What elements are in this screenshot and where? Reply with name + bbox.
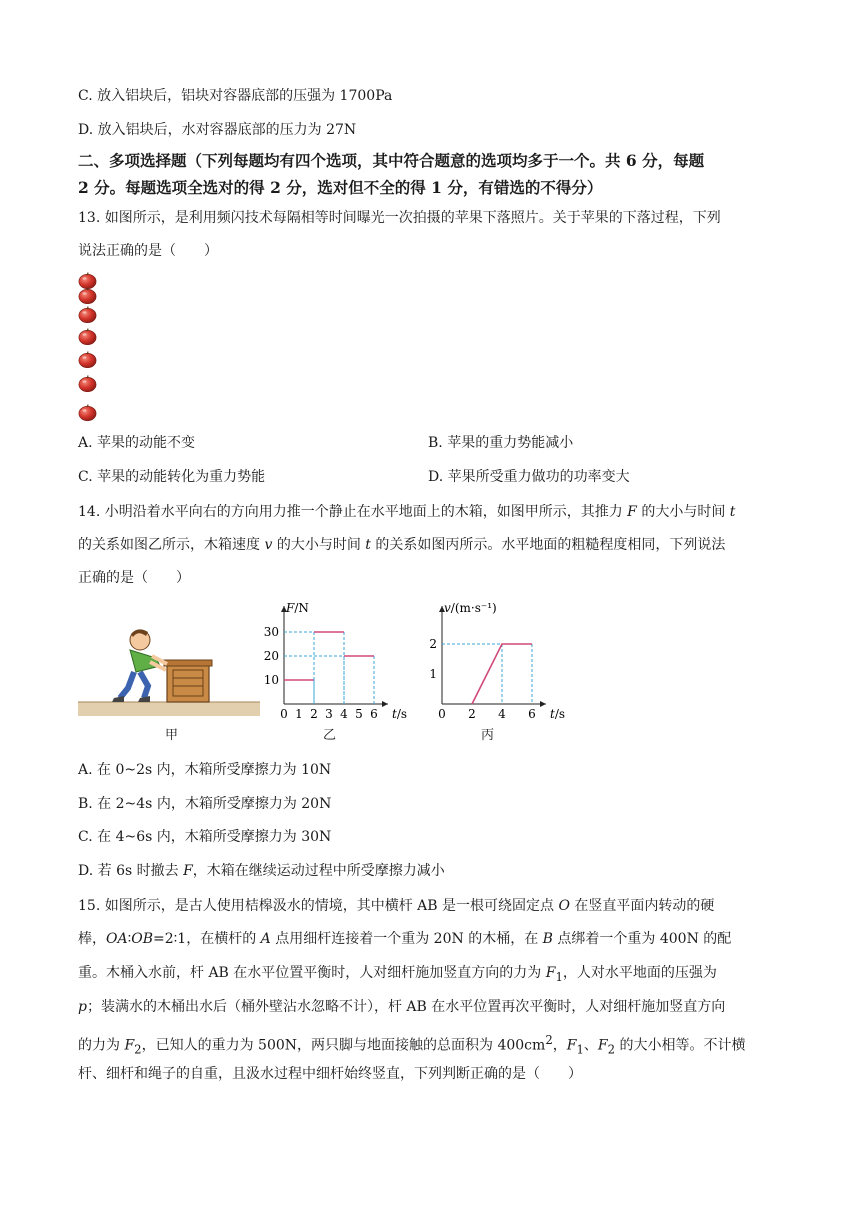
q13-option-c: C. 苹果的动能转化为重力势能 [78,469,266,485]
apple-icon [78,351,97,368]
q15-stem-3: 重。木桶入水前，杆 AB 在水平位置平衡时，人对细杆施加竖直方向的力为 $F_1$，人对水平地面的压强为 [78,965,717,984]
prev-option-c: C. 放入铝块后，铝块对容器底部的压强为 1700Pa [78,88,393,104]
x-tick-label: 4 [340,707,348,721]
section-heading-cont: 2 分。每题选项全选对的得 2 分，选对但不全的得 1 分，有错选的不得分） [78,178,603,197]
q15-stem-6: 杆、细杆和绳子的自重，且汲水过程中细杆始终竖直，下列判断正确的是（ ） [78,1066,582,1082]
x-tick-label: 2 [468,707,476,721]
q13-option-b: B. 苹果的重力势能减小 [428,435,574,451]
y-axis-label: F/N [286,602,309,615]
q14-option-d: D. 若 6s 时撤去 F，木箱在继续运动过程中所受摩擦力减小 [78,863,445,879]
figure-bing-velocity-time-chart [420,602,570,724]
x-tick-label: 3 [325,707,333,721]
x-tick-label: 6 [528,707,536,721]
q15-stem-4: p；装满水的木桶出水后（桶外壁沾水忽略不计），杆 AB 在水平位置再次平衡时，人对细杆施加竖直方向 [78,999,726,1015]
figure-jia-person-pushing-box [78,618,260,716]
x-tick-label: 5 [355,707,363,721]
q13-option-a: A. 苹果的动能不变 [78,435,196,451]
y-tick-label: 20 [263,649,279,663]
y-axis-label: v/(m·s⁻¹) [444,602,497,615]
figure-yi-caption: 乙 [323,728,337,743]
figure-yi-force-time-chart [262,602,417,724]
x-tick-label: 2 [310,707,318,721]
y-tick-label: 2 [429,637,437,651]
prev-option-d: D. 放入铝块后，水对容器底部的压力为 27N [78,122,357,138]
q14-option-b: B. 在 2~4s 内，木箱所受摩擦力为 20N [78,796,332,812]
x-tick-label: 4 [498,707,506,721]
x-tick-label: 0 [438,707,446,721]
apple-icon [78,404,97,421]
q13-option-d: D. 苹果所受重力做功的功率变大 [428,469,630,485]
x-tick-label: 1 [295,707,303,721]
q14-stem-cont: 的关系如图乙所示，木箱速度 v 的大小与时间 t 的关系如图丙所示。水平地面的粗糙程度相同，下列说法 [78,537,726,553]
q15-stem-5: 的力为 $F_2$，已知人的重力为 500N，两只脚与地面接触的总面积为 $400cm^2$，$F_1$、$F_2$ 的大小相等。不计横 [78,1033,746,1057]
q15-stem-2: 棒，OA∶OB=2∶1，在横杆的 A 点用细杆连接着一个重为 20N 的木桶，在 B 点绑着一个重为 400N 的配 [78,931,732,947]
apple-icon [78,306,97,323]
x-axis-arrow [540,701,546,707]
x-tick-label: 6 [370,707,378,721]
x-axis-arrow [382,701,388,707]
q14-stem: 14. 小明沿着水平向右的方向用力推一个静止在水平地面上的木箱，如图甲所示，其推力 F 的大小与时间 t [78,504,736,520]
q13-stem: 13. 如图所示，是利用频闪技术每隔相等时间曝光一次拍摄的苹果下落照片。关于苹果的下落过程，下列 [78,210,721,226]
q14-stem-end: 正确的是（ ） [78,570,190,586]
q13-stem-cont: 说法正确的是（ ） [78,243,218,259]
q14-option-a: A. 在 0~2s 内，木箱所受摩擦力为 10N [78,762,332,778]
apple-icon [78,375,97,392]
section-heading: 二、多项选择题（下列每题均有四个选项，其中符合题意的选项均多于一个。共 6 分，每题 [78,151,705,170]
y-tick-label: 1 [429,667,437,681]
x-tick-label: 0 [280,707,288,721]
q15-stem: 15. 如图所示，是古人使用桔槔汲水的情境，其中横杆 AB 是一根可绕固定点 O 在竖直平面内转动的硬 [78,898,715,914]
apple-icon [78,287,97,304]
apple-icon [78,328,97,345]
figure-bing-caption: 丙 [481,728,495,743]
q14-option-c: C. 在 4~6s 内，木箱所受摩擦力为 30N [78,829,332,845]
x-axis-label: t/s [392,707,408,721]
y-tick-label: 30 [263,625,279,639]
x-axis-label: t/s [550,707,566,721]
figure-jia-caption: 甲 [165,728,179,743]
y-tick-label: 10 [263,673,279,687]
